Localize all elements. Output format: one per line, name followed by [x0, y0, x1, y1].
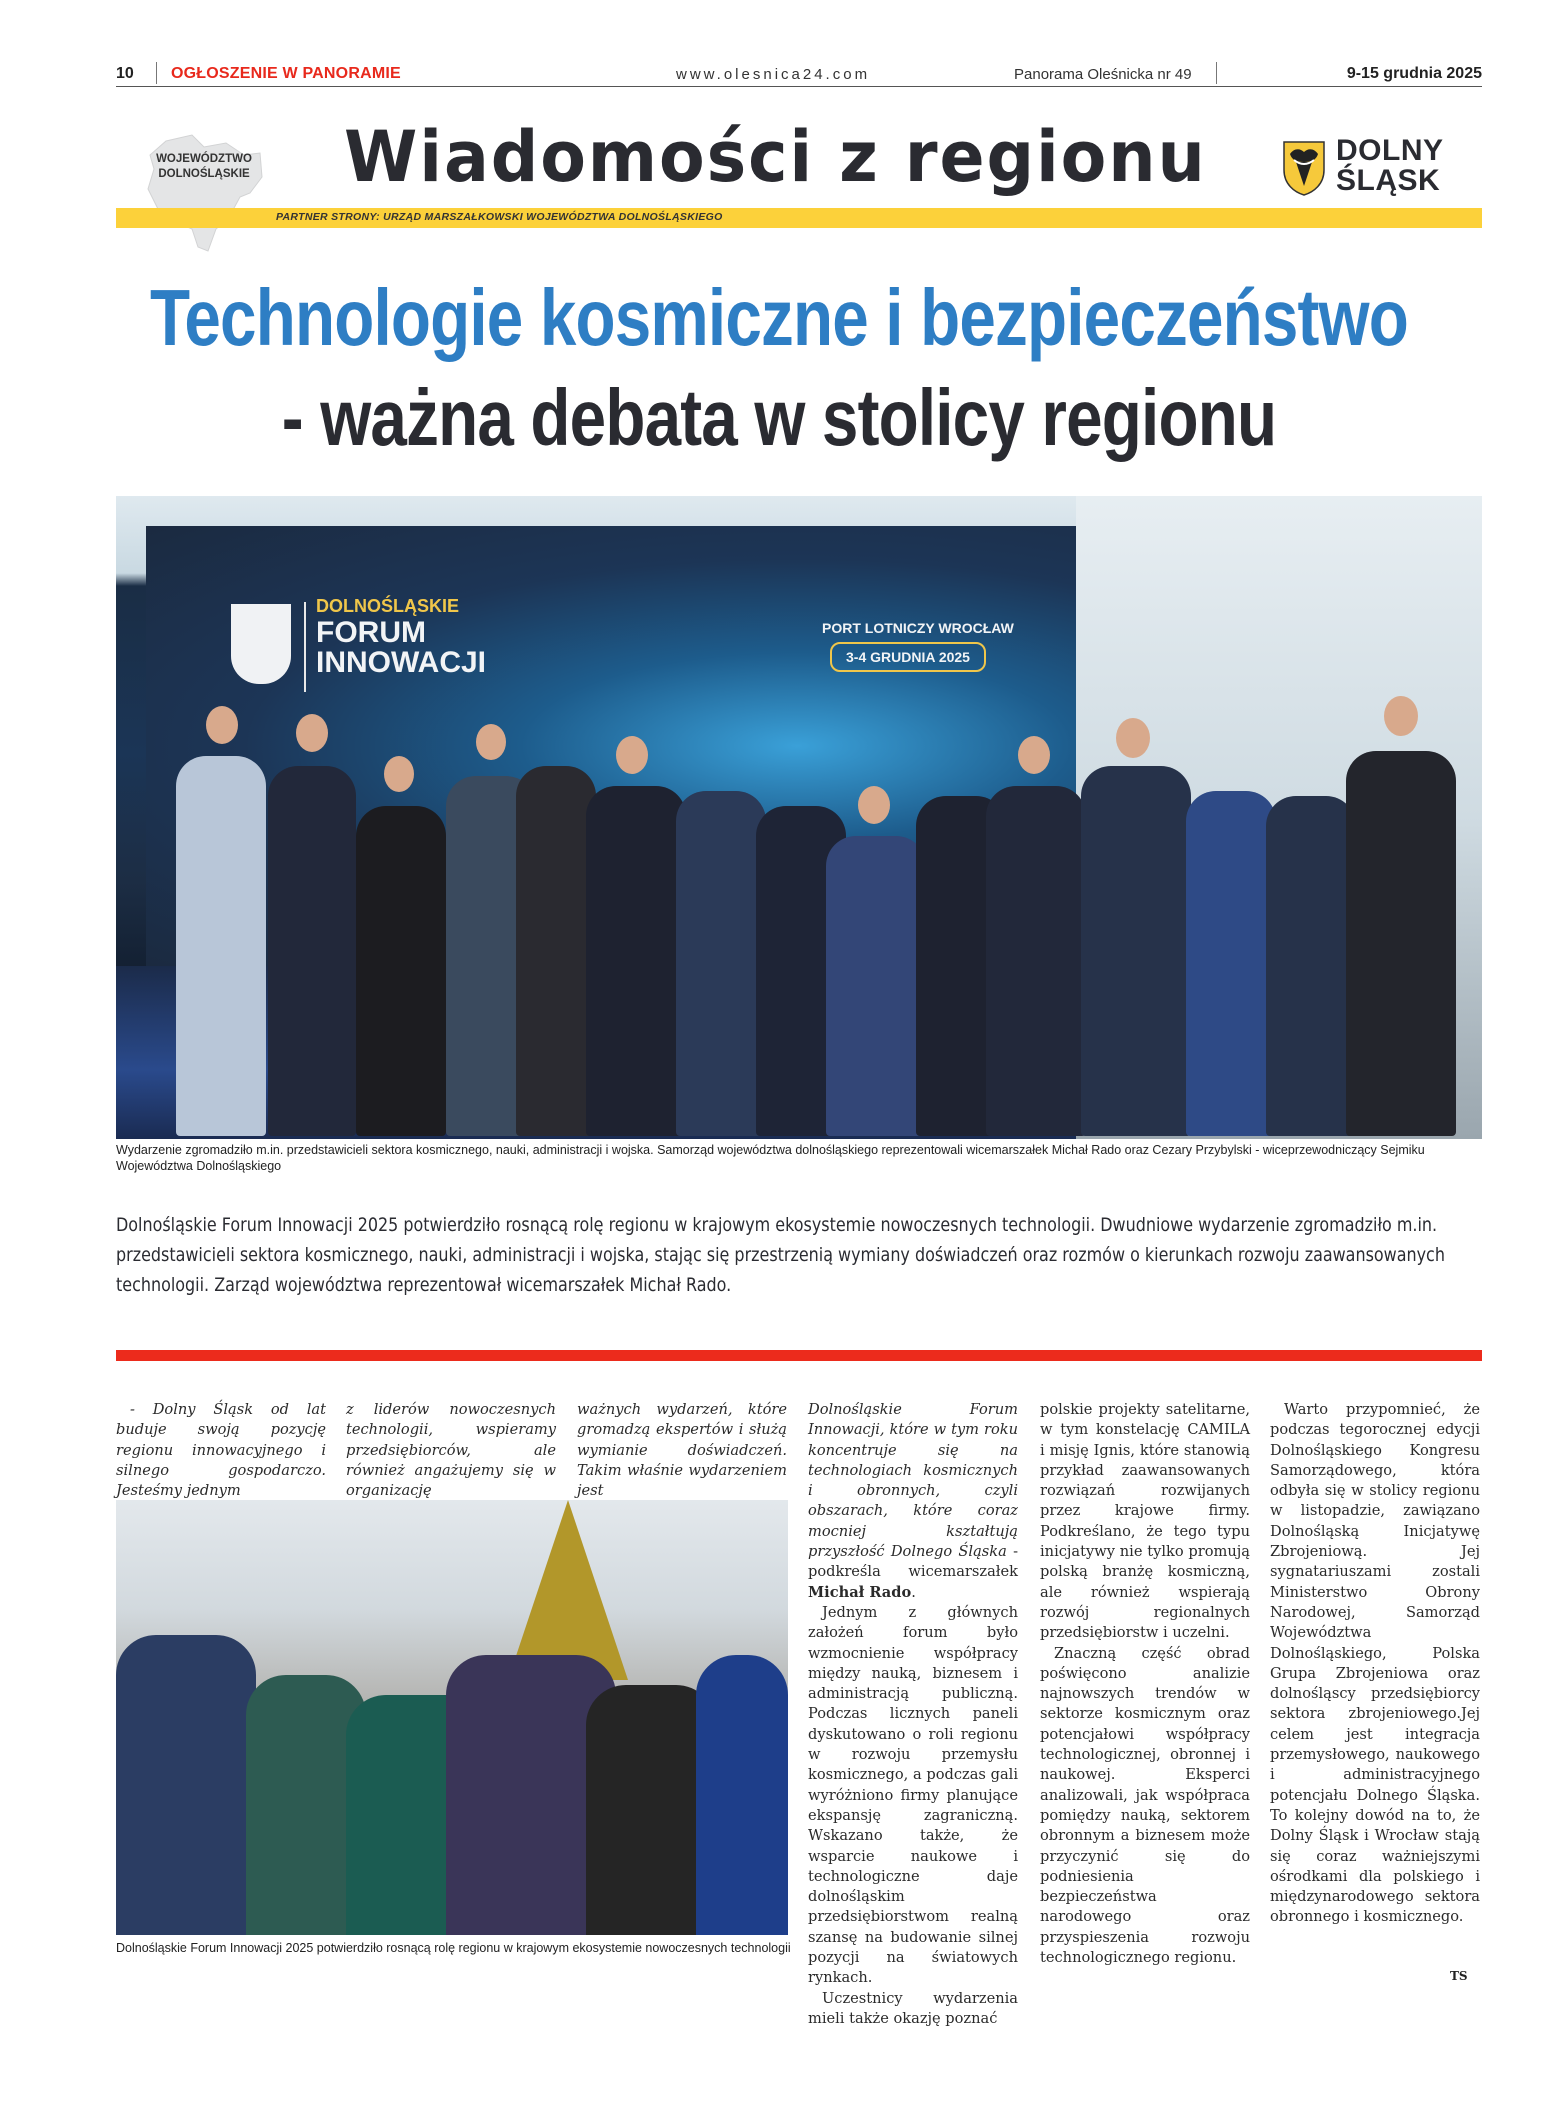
region-label-line2: DOLNOŚLĄSKIE	[158, 168, 250, 180]
brand-line1: DOLNY	[1336, 134, 1444, 167]
person	[1346, 751, 1456, 1136]
brand-line2: ŚLĄSK	[1336, 164, 1441, 197]
divider	[1216, 62, 1217, 84]
person-head	[1018, 736, 1050, 774]
person-head	[476, 724, 506, 760]
group-of-people	[176, 676, 1476, 1136]
article-column-2	[346, 1400, 556, 1501]
article-lead: Dolnośląskie Forum Innowacji 2025 potwierdziło rosnącą rolę regionu w krajowym ekosystemie nowoczesnych technologii. Dwudniowe wydarzenie zgromadziło m.in. przedstawicieli sektora kosmicznego, nauki, administracji i wojska, stając się przestrzenią wymiany doświadczeń oraz rozmów o kierunkach rozwoju zaawansowanych technologii. Zarząd województwa reprezentował wicemarszałek Michał Rado.	[116, 1214, 1445, 1296]
person	[268, 766, 356, 1136]
screen-label-small: DOLNOŚLĄSKIE	[316, 596, 460, 616]
person	[1081, 766, 1191, 1136]
networking-photo-caption: Dolnośląskie Forum Innowacji 2025 potwierdziło rosnącą rolę regionu w krajowym ekosystemie nowoczesnych technologii	[116, 1941, 791, 1955]
person-head	[384, 756, 414, 792]
speaker-name: Michał Rado	[808, 1583, 912, 1601]
punctuation: .	[911, 1583, 916, 1601]
quote-paragraph: ważnych wydarzeń, które gromadzą ekspertów i służą wymianie doświadczeń. Takim właśnie wydarzeniem jest	[577, 1401, 787, 1500]
headline-line1: Technologie kosmiczne i bezpieczeństwo	[149, 273, 1409, 362]
article-column-3	[577, 1400, 787, 1501]
person	[586, 786, 686, 1136]
brand-logo-text	[1336, 136, 1444, 196]
quote-paragraph: z liderów nowoczesnych technologii, wspieramy przedsiębiorców, ale również angażujemy się w organizację	[346, 1401, 556, 1500]
person	[826, 836, 926, 1136]
person-head	[858, 786, 890, 824]
eagle-crest-icon	[231, 604, 291, 684]
article-column-4	[808, 1400, 1018, 2029]
body-paragraph: Znaczną część obrad poświęcono analizie najnowszych trendów w sektorze kosmicznym oraz potencjałowi współpracy technologicznej, obronnej i naukowej. Eksperci analizowali, jak współpraca pomiędzy nauką, sektorem obronnym a biznesem może przyczynić się do podniesienia bezpieczeństwa narodowego oraz przyspieszenia rozwoju technologicznego regionu.	[1040, 1644, 1250, 1967]
divider	[156, 62, 157, 84]
person	[696, 1655, 788, 1935]
person	[1186, 791, 1276, 1136]
section-label: OGŁOSZENIE W PANORAMIE	[171, 65, 401, 82]
person-head	[1384, 696, 1418, 736]
person	[176, 756, 266, 1136]
quote-text: Dolnośląskie Forum Innowacji, które w tym roku koncentruje się na technologiach kosmicznych i obronnych, czyli obszarach, które coraz mocniej kształtują przyszłość Dolnego Śląska	[808, 1401, 1018, 1561]
christmas-tree	[508, 1500, 628, 1680]
person	[676, 791, 766, 1136]
article-column-1	[116, 1400, 326, 1501]
issue-date: 9-15 grudnia 2025	[1346, 65, 1482, 82]
region-label	[156, 152, 252, 182]
body-paragraph: Warto przypomnieć, że podczas tegorocznej edycji Dolnośląskiego Kongresu Samorządowego, która odbyła się w stolicy regionu w listopadzie, zawiązano Dolnośląską Inicjatywę Zbrojeniową. Jej sygnatariuszami zostali Ministerstwo Obrony Narodowej, Samorząd Województwa Dolnośląskiego, Polska Grupa Zbrojeniowa oraz dolnośląscy przedsiębiorcy sektora zbrojeniowego.Jej celem jest integracja przemysłowego, naukowego i administracyjnego potencjału Dolnego Śląska. To kolejny dowód na to, że Dolny Śląsk i Wrocław stają się coraz ważniejszymi ośrodkami dla polskiego i międzynarodowego sektora obronnego i kosmicznego.	[1270, 1401, 1480, 1926]
partner-bar	[116, 208, 1482, 228]
page-number: 10	[116, 65, 134, 82]
person-head	[616, 736, 648, 774]
body-paragraph: Uczestnicy wydarzenia mieli także okazję poznać	[808, 1989, 1018, 2027]
author-signature: TS	[1450, 1969, 1468, 1983]
attribution-text: - podkreśla wicemarszałek	[808, 1543, 1019, 1581]
coat-of-arms-icon	[1282, 140, 1326, 196]
main-photo-caption: Wydarzenie zgromadziło m.in. przedstawicieli sektora kosmicznego, nauki, administracji i wojska. Samorząd województwa dolnośląskiego reprezentowali wicemarszałek Michał Rado oraz Cezary Przybylski - wiceprzewodniczący Sejmiku Województwa Dolnośląskiego	[116, 1143, 1425, 1173]
person-head	[206, 706, 238, 744]
person-head	[296, 714, 328, 752]
body-paragraph: polskie projekty satelitarne, w tym konstelację CAMILA i misję Ignis, które stanowią przykład zaawansowanych rozwiązań rozwijanych przez krajowe firmy. Podkreślano, że tego typu inicjatywy nie tylko promują polską branżę kosmiczną, ale również wspierają rozwój regionalnych przedsiębiorstw i uczelni.	[1040, 1401, 1250, 1642]
screen-label-line1: FORUM	[316, 616, 426, 649]
screen-venue: PORT LOTNICZY WROCŁAW	[822, 620, 1014, 636]
body-paragraph: Jednym z głównych założeń forum było wzmocnienie współpracy między nauką, biznesem i administracją publiczną. Podczas licznych paneli dyskutowano o roli regionu w rozwoju przemysłu kosmicznego, a podczas gali wyróżniono firmy planujące ekspansję zagraniczną. Wskazano także, że wsparcie naukowe i technologiczne daje dolnośląskim przedsiębiorstwom realną szansę na budowanie silnej pozycji na światowych rynkach.	[808, 1603, 1018, 1987]
person-head	[1116, 718, 1150, 758]
person	[356, 806, 446, 1136]
person	[116, 1635, 256, 1935]
main-photo	[116, 496, 1482, 1139]
article-column-6	[1270, 1400, 1480, 1928]
screen-label-forum	[316, 618, 486, 678]
quote-paragraph: - Dolny Śląsk od lat buduje swoją pozycję regionu innowacyjnego i silnego gospodarczo. Jesteśmy jednym	[116, 1401, 326, 1500]
partner-text: PARTNER STRONY: URZĄD MARSZAŁKOWSKI WOJEWÓDZTWA DOLNOŚLĄSKIEGO	[276, 211, 723, 223]
person	[986, 786, 1086, 1136]
quote-paragraph	[808, 1400, 1018, 1603]
page-header-strip	[116, 62, 1482, 87]
section-title: Wiadomości z regionu	[344, 116, 1207, 198]
article-column-5	[1040, 1400, 1250, 1968]
screen-dates: 3-4 GRUDNIA 2025	[830, 642, 986, 672]
publication-issue: Panorama Oleśnicka nr 49	[1014, 66, 1192, 83]
section-divider	[116, 1350, 1482, 1361]
screen-label-line2: INNOWACJI	[316, 646, 487, 679]
person	[516, 766, 596, 1136]
headline-line2: - ważna debata w stolicy regionu	[281, 373, 1277, 462]
website-link[interactable]: www.olesnica24.com	[676, 66, 871, 83]
person	[1266, 796, 1356, 1136]
networking-photo	[116, 1500, 788, 1935]
region-label-line1: WOJEWÓDZTWO	[156, 153, 252, 165]
